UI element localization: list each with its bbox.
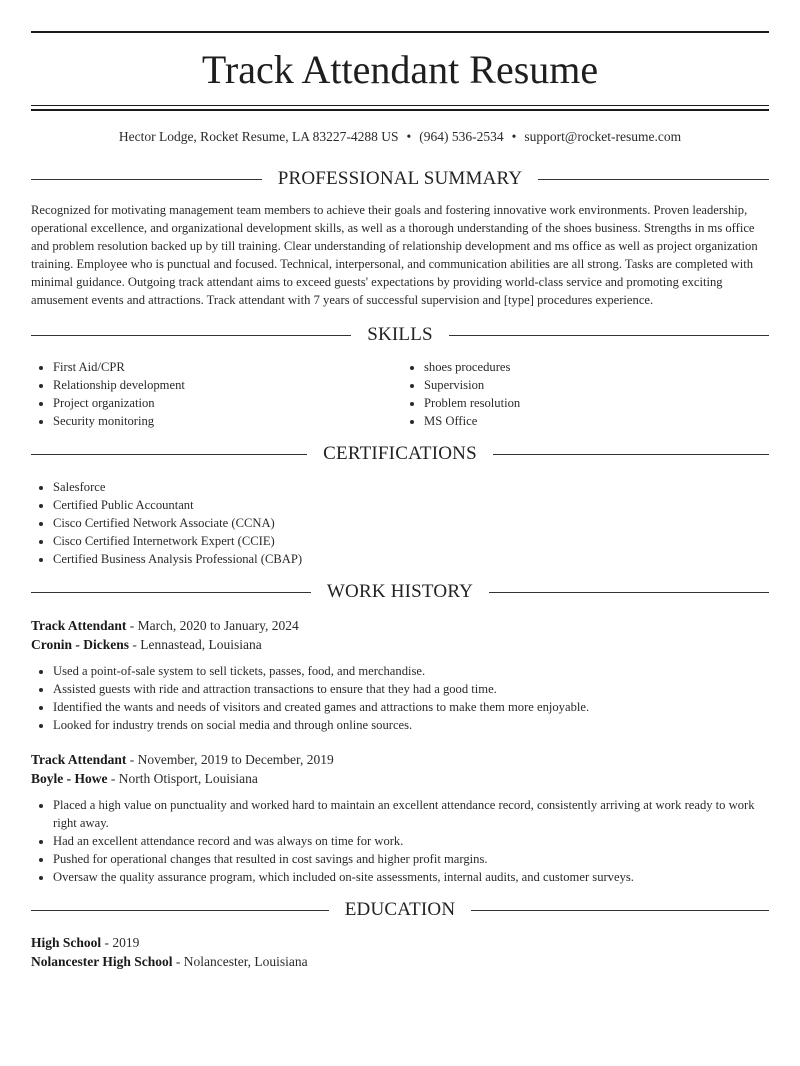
education-degree: High School	[31, 935, 102, 950]
job-bullet: • Assisted guests with ride and attraction transactions to ensure that they had a good time.	[53, 680, 769, 698]
job-bullet: • Identified the wants and needs of visitors and created games and attractions to make them more enjoyable.	[53, 698, 769, 716]
heading-rule	[449, 335, 769, 336]
education-degree-line	[31, 933, 769, 952]
section-title: EDUCATION	[344, 899, 456, 920]
certifications-list	[31, 478, 769, 568]
job-company: Boyle - Howe	[31, 771, 108, 786]
job-bullet: • Pushed for operational changes that resulted in cost savings and higher profit margins.	[53, 850, 769, 868]
contact-address: Hector Lodge, Rocket Resume, LA 83227-4288 US	[118, 129, 399, 144]
heading-rule	[493, 454, 769, 455]
job-title-line	[31, 750, 769, 769]
skill-item: • Security monitoring	[53, 412, 400, 430]
job-location: Lennastead, Louisiana	[140, 637, 262, 652]
section-heading-certifications	[31, 442, 769, 466]
job-title: Track Attendant	[31, 752, 127, 767]
heading-rule	[31, 592, 311, 593]
resume-page	[0, 31, 800, 971]
dash-separator: -	[126, 752, 138, 767]
dash-separator: -	[129, 637, 141, 652]
certification-item: • Certified Public Accountant	[53, 496, 769, 514]
heading-rule	[31, 335, 351, 336]
section-heading-summary	[31, 167, 769, 191]
skills-column-left	[31, 358, 400, 430]
section-heading-skills	[31, 323, 769, 347]
heading-rule	[31, 910, 329, 911]
summary-text: Recognized for motivating management team members to achieve their goals and fostering innovative work environments. Proven leadership, operational excellence, and organizational development skills, as well as a thorough understanding of the shoes business. Strengths in ms office and problem resolution backed up by till training. Clear understanding of relationship development and ms office as well as project organization training. Employee who is punctual and focused. Technical, interpersonal, and communication abilities are all strong. Tasks are completed with minimal guidance. Outgoing track attendant aims to exceed guests' expectations by providing world-class service and promoting exciting amusement events and attractions. Track attendant with 7 years of successful supervision and [type] procedures experience.	[31, 203, 758, 307]
dash-separator: -	[101, 935, 113, 950]
heading-rule	[489, 592, 769, 593]
skill-item: • Supervision	[424, 376, 769, 394]
contact-line	[31, 128, 769, 146]
section-title: WORK HISTORY	[326, 581, 474, 602]
job-bullets	[31, 662, 769, 734]
section-title: PROFESSIONAL SUMMARY	[277, 168, 523, 189]
job-company-line	[31, 635, 769, 654]
job-bullet: • Had an excellent attendance record and was always on time for work.	[53, 832, 769, 850]
job-bullet: • Oversaw the quality assurance program, which included on-site assessments, internal audits, and customer surveys.	[53, 868, 769, 886]
job-entry	[31, 616, 769, 734]
job-company-line	[31, 769, 769, 788]
job-bullets	[31, 796, 769, 886]
certification-item: • Certified Business Analysis Professional (CBAP)	[53, 550, 769, 568]
dash-separator: -	[126, 618, 138, 633]
skills-column-right	[400, 358, 769, 430]
bullet-separator-icon: •	[511, 129, 517, 144]
bullet-separator-icon: •	[406, 129, 412, 144]
dash-separator: -	[107, 771, 119, 786]
job-bullet: • Placed a high value on punctuality and worked hard to maintain an excellent attendance record, consistently arriving at work ready to work right away.	[53, 796, 769, 832]
job-bullet: • Looked for industry trends on social media and through online sources.	[53, 716, 769, 734]
skill-item: • MS Office	[424, 412, 769, 430]
section-title: CERTIFICATIONS	[323, 443, 477, 464]
contact-phone: (964) 536-2534	[419, 129, 504, 144]
skill-item: • Problem resolution	[424, 394, 769, 412]
resume-title: Track Attendant Resume	[201, 47, 599, 92]
section-title: SKILLS	[367, 324, 433, 345]
top-rule-divider	[31, 31, 769, 33]
skill-item: • Project organization	[53, 394, 400, 412]
education-year: 2019	[112, 935, 140, 950]
dash-separator: -	[172, 954, 184, 969]
job-dates: November, 2019 to December, 2019	[137, 752, 334, 767]
heading-rule	[31, 454, 307, 455]
contact-email: support@rocket-resume.com	[524, 129, 682, 144]
skill-item: • Relationship development	[53, 376, 400, 394]
heading-rule	[471, 910, 769, 911]
certification-item: • Salesforce	[53, 478, 769, 496]
section-heading-education	[31, 898, 769, 922]
skill-item: • First Aid/CPR	[53, 358, 400, 376]
skills-grid	[31, 358, 769, 430]
certification-item: • Cisco Certified Internetwork Expert (CCIE)	[53, 532, 769, 550]
education-school: Nolancester High School	[31, 954, 173, 969]
education-entry	[31, 933, 769, 971]
job-company: Cronin - Dickens	[31, 637, 130, 652]
thin-rule	[31, 105, 769, 106]
job-dates: March, 2020 to January, 2024	[137, 618, 299, 633]
thick-rule	[31, 109, 769, 111]
education-location: Nolancester, Louisiana	[183, 954, 308, 969]
job-title: Track Attendant	[31, 618, 127, 633]
heading-rule	[538, 179, 769, 180]
section-heading-work-history	[31, 580, 769, 604]
job-title-line	[31, 616, 769, 635]
skill-item: • shoes procedures	[424, 358, 769, 376]
job-bullet: • Used a point-of-sale system to sell tickets, passes, food, and merchandise.	[53, 662, 769, 680]
education-school-line	[31, 952, 769, 971]
heading-rule	[31, 179, 262, 180]
certification-item: • Cisco Certified Network Associate (CCNA)	[53, 514, 769, 532]
job-location: North Otisport, Louisiana	[118, 771, 258, 786]
title-double-rule-divider	[31, 105, 769, 111]
job-entry	[31, 750, 769, 886]
